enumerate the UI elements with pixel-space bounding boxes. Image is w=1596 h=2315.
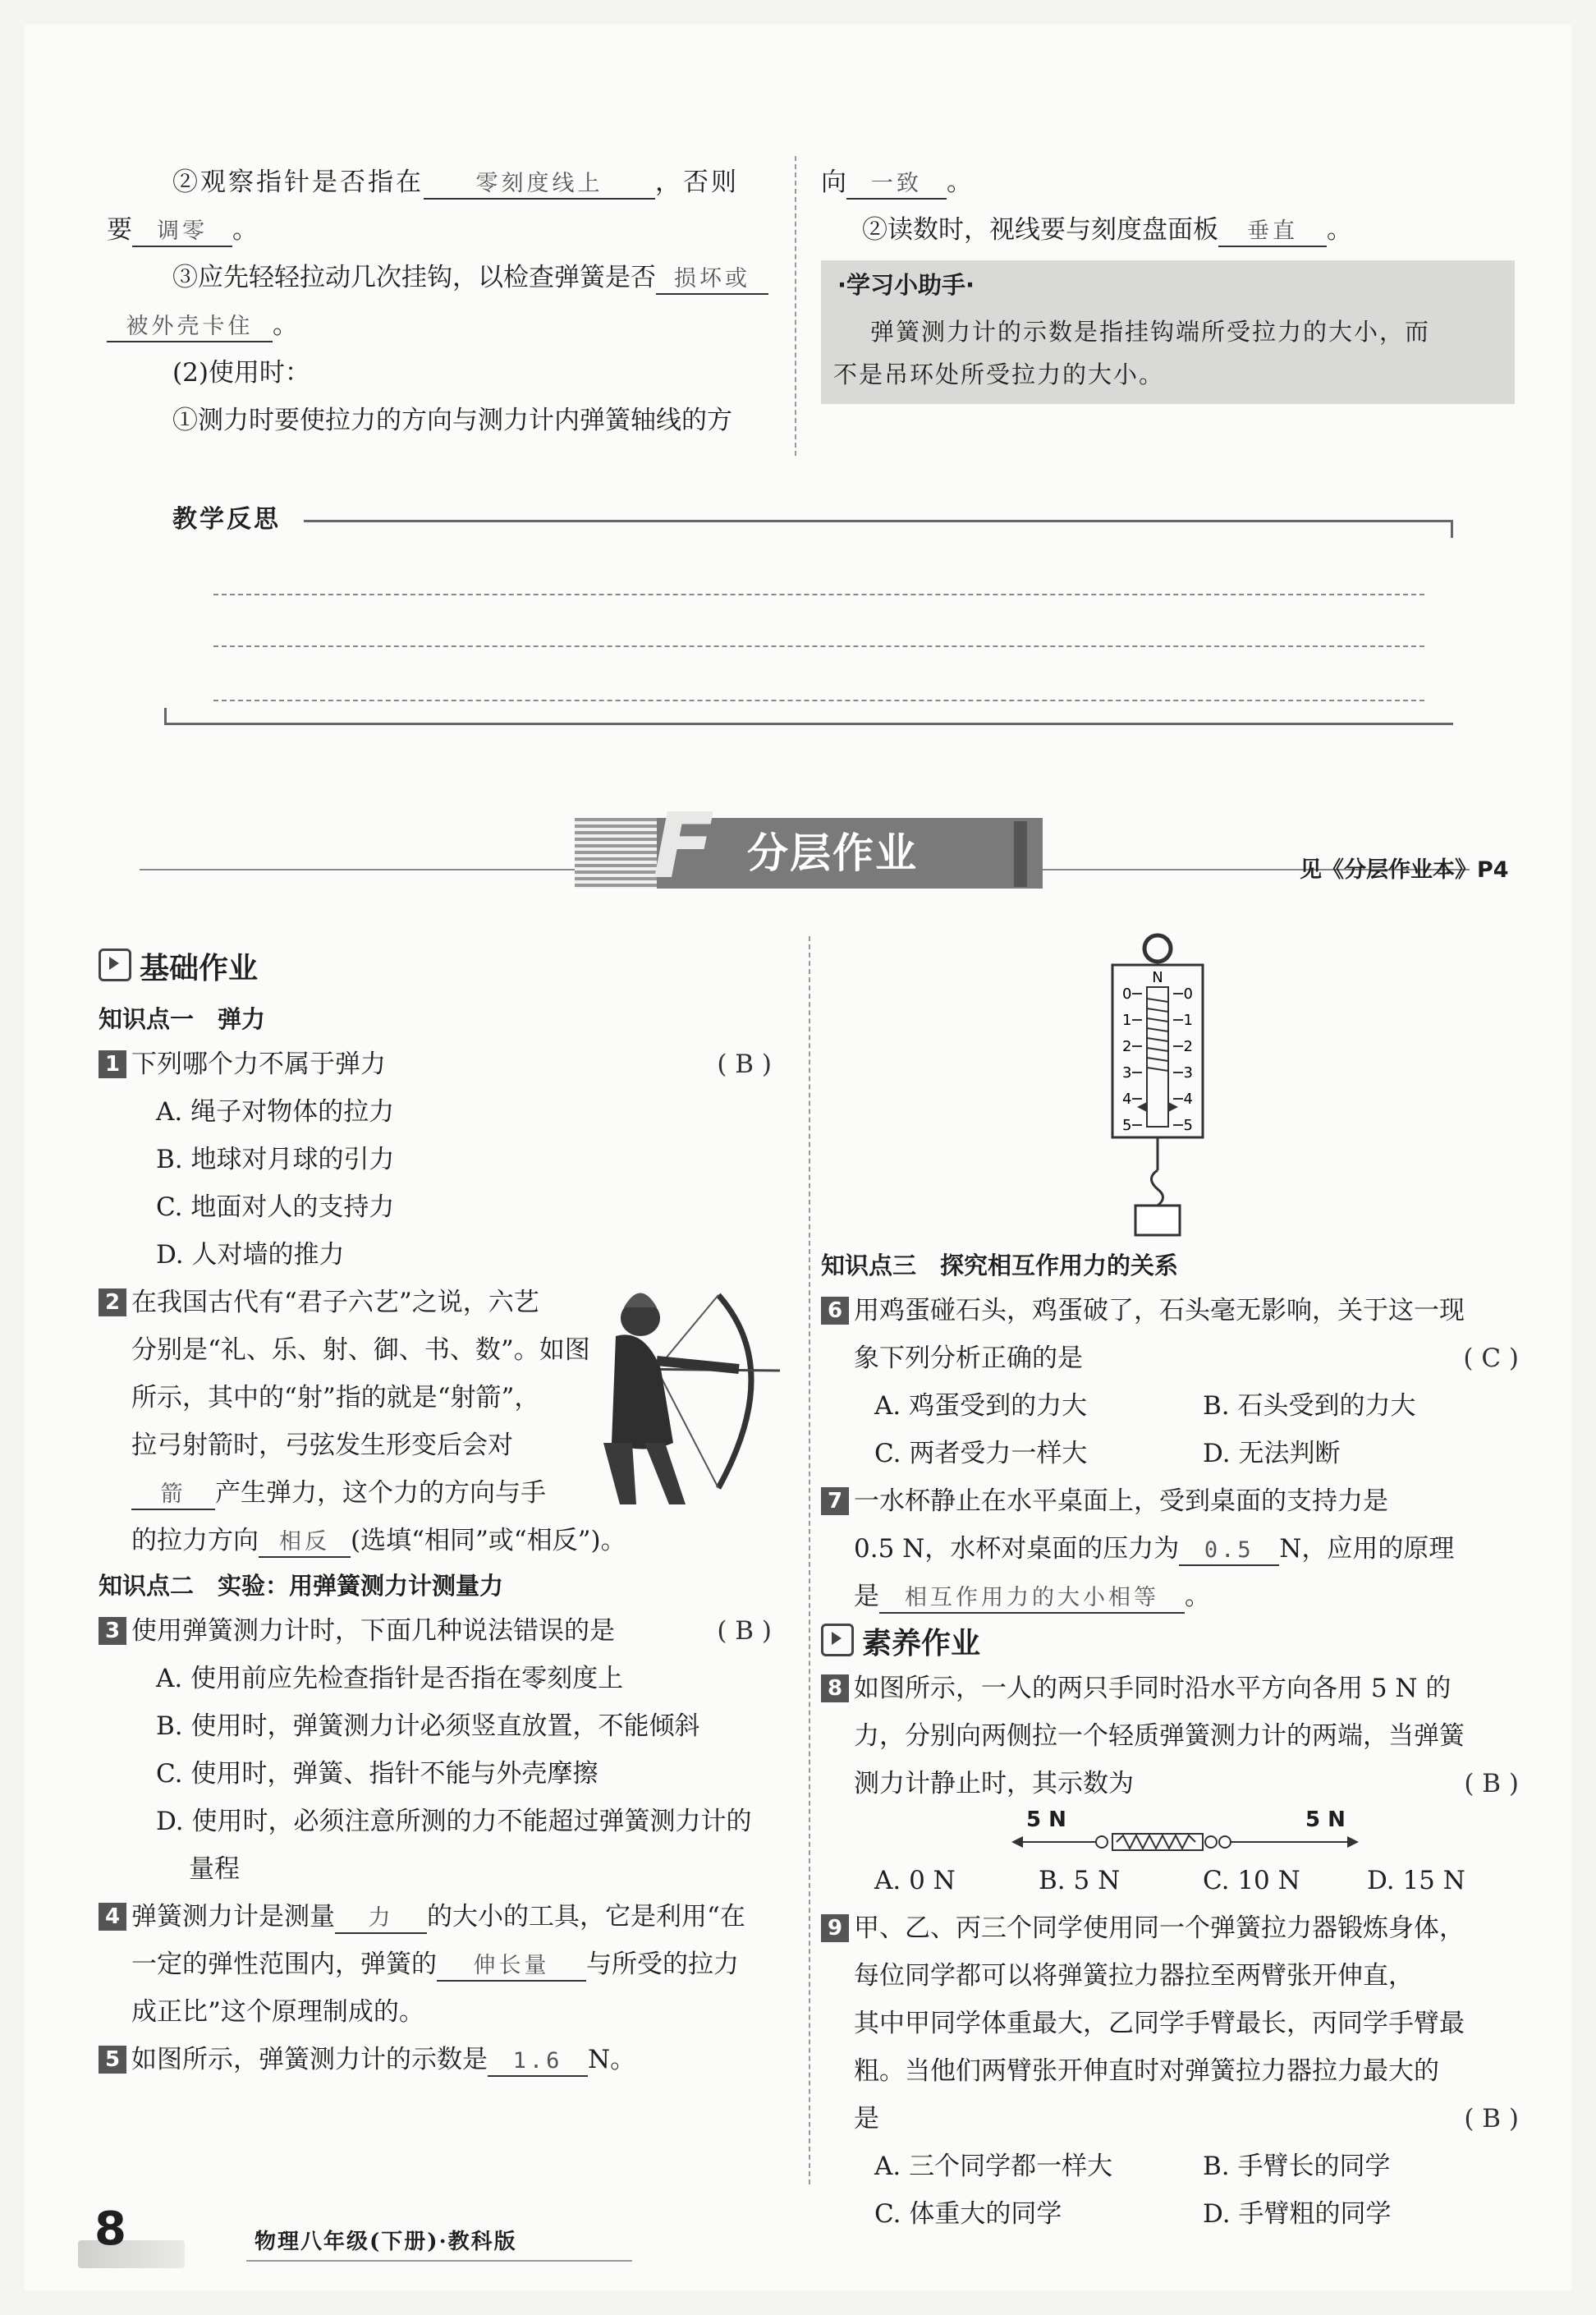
blank-pressure: 0.5 [1179, 1536, 1279, 1566]
answer-choice: ( C ) [1463, 1344, 1519, 1373]
option: C. 10 N [1203, 1866, 1300, 1895]
line-check-spring: ③应先轻轻拉动几次挂钩，以检查弹簧是否 损坏或 [107, 254, 805, 301]
arrow-icon [99, 949, 131, 981]
force-label-right: 5 N [1305, 1807, 1346, 1832]
arrow-icon [821, 1624, 854, 1656]
option-continuation: 量程 [189, 1854, 240, 1884]
line-zero: 要 调零 。 [107, 206, 805, 254]
option: C. 两者受力一样大 [874, 1439, 1088, 1468]
gauge-unit: N [1152, 969, 1163, 986]
blank-damaged: 损坏或 [656, 265, 768, 295]
line-direction: ①测力时要使拉力的方向与测力计内弹簧轴线的方 [172, 406, 732, 435]
archer-image [595, 1279, 784, 1509]
blank-zero-line: 零刻度线上 [424, 170, 655, 200]
blank-vertical: 垂直 [1218, 218, 1327, 247]
blank-reading: 1.6 [488, 2047, 588, 2077]
reflection-corner-left [164, 708, 167, 724]
option: D. 无法判断 [1203, 1439, 1341, 1468]
answer-choice: ( B ) [1464, 1769, 1519, 1798]
question-number: 7 [821, 1487, 849, 1515]
column-divider-main [809, 936, 810, 2184]
study-helper-text-1: 弹簧测力计的示数是指挂钩端所受拉力的大小，而 [870, 318, 1431, 346]
gauge-tick-right: 5 [1183, 1117, 1193, 1134]
option: C. 体重大的同学 [874, 2199, 1062, 2229]
question-number: 8 [821, 1674, 849, 1702]
gauge-tick-right: 4 [1183, 1091, 1193, 1108]
line-usage: (2)使用时： [172, 358, 310, 388]
option: A. 0 N [874, 1866, 956, 1895]
gauge-tick-left: 1 [1122, 1012, 1132, 1029]
q8-options [821, 1857, 1519, 1904]
q3-options [99, 1655, 772, 1893]
line-stuck: 被外壳卡住 。 [107, 301, 805, 349]
column-divider-top [795, 156, 796, 456]
blank-elongation: 伸长量 [437, 1952, 586, 1982]
gauge-tick-left: 4 [1122, 1091, 1132, 1108]
top-right-block [821, 158, 1519, 254]
question-number: 2 [99, 1288, 126, 1316]
reflection-corner-right [1451, 520, 1453, 538]
question-3: 3 使用弹簧测力计时，下面几种说法错误的是 ( B ) [99, 1607, 772, 1655]
reflection-bottom-line [164, 723, 1453, 725]
horizontal-spring-scale [1010, 1826, 1363, 1858]
top-left-block [107, 158, 805, 444]
answer-choice: ( B ) [1464, 2104, 1519, 2134]
option: C. 使用时，弹簧、指针不能与外壳摩擦 [156, 1759, 598, 1789]
question-7: 7 一水杯静止在水平桌面上，受到桌面的支持力是 0.5 N，水杯对桌面的压力为 0.5 N，应用的原理 是 相互作用力的大小相等 。 [821, 1477, 1519, 1620]
question-number: 1 [99, 1050, 126, 1078]
force-label-left: 5 N [1026, 1807, 1066, 1832]
blank-consistent: 一致 [846, 170, 947, 200]
option: A. 使用前应先检查指针是否指在零刻度上 [156, 1664, 624, 1693]
question-1: 1 下列哪个力不属于弹力 ( B ) [99, 1040, 772, 1088]
page-number: 8 [94, 2202, 126, 2256]
gauge-tick-right: 1 [1183, 1012, 1193, 1029]
banner-letter: F [653, 793, 715, 898]
homework-book-ref: 见《分层作业本》P4 [1300, 857, 1509, 883]
question-9: 9 甲、乙、丙三个同学使用同一个弹簧拉力器锻炼身体， 每位同学都可以将弹簧拉力器拉至两臂张开伸直， 其中甲同学体重最大，乙同学手臂最长，丙同学手臂最 粗。当他们两臂张开伸直时对弹簧拉力器拉力最大的 是 ( B ) [821, 1904, 1519, 2143]
blank-principle: 相互作用力的大小相等 [879, 1584, 1185, 1614]
question-8: 8 如图所示，一人的两只手同时沿水平方向各用 5 N 的 力，分别向两侧拉一个轻质弹簧测力计的两端，当弹簧 测力计静止时，其示数为 ( B ) [821, 1665, 1519, 1807]
right-column [821, 1244, 1519, 2238]
q1-options [99, 1088, 772, 1279]
study-helper-text-2: 不是吊环处所受拉力的大小。 [833, 361, 1165, 388]
reflection-line-1 [213, 594, 1424, 595]
blank-force: 力 [335, 1904, 427, 1934]
banner-stripes [575, 818, 657, 889]
option: A. 绳子对物体的拉力 [156, 1097, 395, 1127]
line-pointer: ②观察指针是否指在 零刻度线上 ，否则 [107, 158, 805, 206]
question-2: 2 在我国古代有“君子六艺”之说，六艺 分别是“礼、乐、射、御、书、数”。如图 所示，其中的“射”指的就是“射箭”， 拉弓射箭时，弓弦发生形变后会对 箭 产生弹力，这个力的方向与手 的拉力方向 相反 (选填“相同”或“相反”)。 [99, 1279, 772, 1564]
option: D. 人对墙的推力 [156, 1240, 345, 1270]
study-helper-title: ·学习小助手· [837, 271, 975, 299]
page [25, 25, 1571, 2290]
knowledge-point-1: 知识点一 弹力 [99, 1005, 266, 1033]
gauge-tick-left: 3 [1122, 1064, 1132, 1082]
footer-rule [246, 2260, 632, 2262]
gauge-tick-right: 2 [1183, 1038, 1193, 1055]
q9-options [821, 2143, 1519, 2238]
reflection-title: 教学反思 [172, 505, 281, 534]
answer-choice: ( B ) [717, 1050, 772, 1079]
book-title: 物理八年级(下册)·教科版 [255, 2230, 517, 2254]
spring-scale-figure [1104, 928, 1211, 1240]
option: B. 手臂长的同学 [1203, 2152, 1391, 2181]
line-consistent: 向 一致 。 [821, 158, 1519, 206]
blank-arrow: 箭 [131, 1481, 215, 1510]
line-reading: ②读数时，视线要与刻度盘面板 垂直 。 [821, 206, 1519, 254]
option: B. 石头受到的力大 [1203, 1391, 1416, 1421]
weight-block [1135, 1206, 1180, 1235]
option: D. 15 N [1367, 1866, 1465, 1895]
q8-figure [821, 1807, 1519, 1857]
question-number: 9 [821, 1914, 849, 1942]
option: D. 手臂粗的同学 [1203, 2199, 1392, 2229]
blank-stuck: 被外壳卡住 [107, 313, 273, 342]
banner-title: 分层作业 [747, 829, 918, 877]
gauge-tick-right: 3 [1183, 1064, 1193, 1082]
reflection-line-2 [213, 645, 1424, 647]
banner-bar-end [1014, 821, 1027, 887]
answer-choice: ( B ) [717, 1616, 772, 1646]
basic-homework [99, 949, 772, 2083]
q6-options [821, 1382, 1519, 1477]
question-4: 4 弹簧测力计是测量 力 的大小的工具，它是利用“在 一定的弹性范围内，弹簧的 伸长量 与所受的拉力 成正比”这个原理制成的。 [99, 1893, 772, 2036]
reflection-top-line [304, 520, 1453, 522]
option: B. 5 N [1039, 1866, 1121, 1895]
study-helper-box [821, 260, 1515, 404]
question-5: 5 如图所示，弹簧测力计的示数是 1.6 N。 [99, 2036, 772, 2083]
basic-homework-header: 基础作业 [99, 949, 772, 990]
gauge-tick-right: 0 [1183, 985, 1193, 1003]
question-6: 6 用鸡蛋碰石头，鸡蛋破了，石头毫无影响，关于这一现 象下列分析正确的是 ( C ) [821, 1287, 1519, 1382]
question-number: 5 [99, 2046, 126, 2074]
gauge-tick-left: 2 [1122, 1038, 1132, 1055]
option: A. 鸡蛋受到的力大 [874, 1391, 1088, 1421]
gauge-tick-left: 0 [1122, 985, 1132, 1003]
blank-adjust-zero: 调零 [132, 218, 232, 247]
advanced-homework-header: 素养作业 [821, 1624, 1519, 1665]
option: B. 使用时，弹簧测力计必须竖直放置，不能倾斜 [156, 1711, 700, 1741]
question-number: 3 [99, 1617, 126, 1645]
option: A. 三个同学都一样大 [874, 2152, 1113, 2181]
option: B. 地球对月球的引力 [156, 1145, 395, 1174]
knowledge-point-3: 知识点三 探究相互作用力的关系 [821, 1252, 1179, 1279]
option: D. 使用时，必须注意所测的力不能超过弹簧测力计的 [156, 1807, 752, 1836]
blank-opposite: 相反 [259, 1528, 351, 1558]
knowledge-point-2: 知识点二 实验：用弹簧测力计测量力 [99, 1572, 504, 1600]
gauge-tick-left: 5 [1122, 1117, 1132, 1134]
question-number: 6 [821, 1297, 849, 1325]
reflection-line-3 [213, 700, 1424, 701]
option: C. 地面对人的支持力 [156, 1192, 395, 1222]
question-number: 4 [99, 1903, 126, 1931]
